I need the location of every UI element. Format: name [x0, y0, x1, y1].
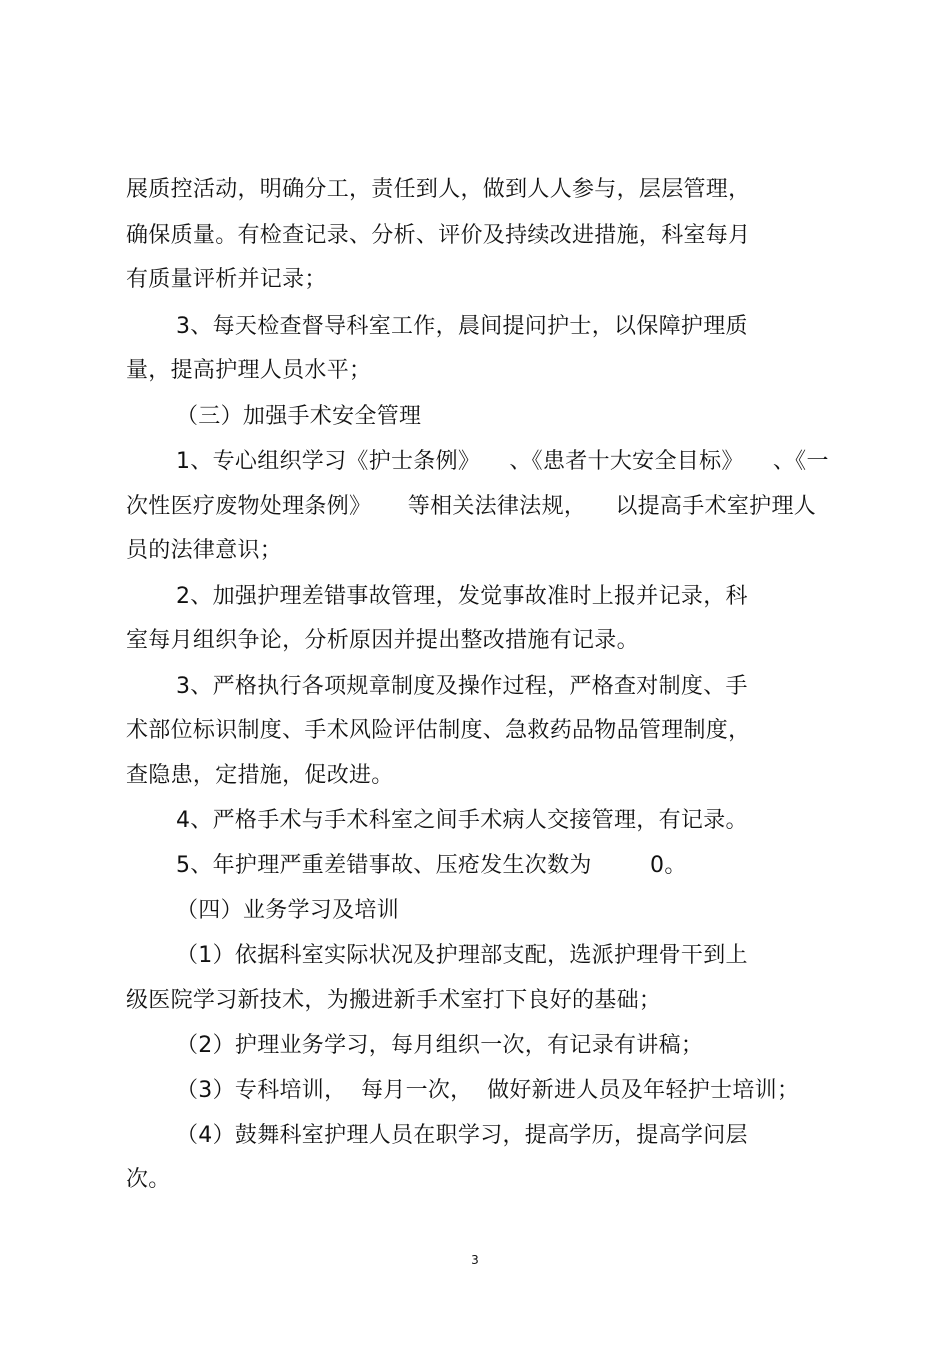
text-line: （4）鼓舞科室护理人员在职学习，提高学历，提高学问层: [176, 1123, 748, 1148]
text-line: 5、年护理严重差错事故、压疮发生次数为 0。: [176, 853, 687, 878]
section-heading: （三）加强手术安全管理: [176, 404, 422, 429]
text-line: 术部位标识制度、手术风险评估制度、急救药品物品管理制度，: [126, 718, 751, 743]
text-line: （3）专科培训， 每月一次， 做好新进人员及年轻护士培训；: [176, 1078, 800, 1103]
text-line: 量，提高护理人员水平；: [126, 358, 372, 383]
section-heading: （四）业务学习及培训: [176, 898, 400, 923]
text-line: 查隐患，定措施，促改进。: [126, 763, 394, 788]
text-line: 2、加强护理差错事故管理，发觉事故准时上报并记录，科: [176, 584, 748, 609]
text-line: 4、严格手术与手术科室之间手术病人交接管理，有记录。: [176, 808, 748, 833]
text-line: 次性医疗废物处理条例》 等相关法律法规， 以提高手术室护理人: [126, 494, 817, 519]
text-line: 展质控活动，明确分工，责任到人，做到人人参与，层层管理，: [126, 177, 751, 202]
text-line: （1）依据科室实际状况及护理部支配，选派护理骨干到上: [176, 943, 748, 968]
text-line: 员的法律意识；: [126, 538, 283, 563]
text-line: 级医院学习新技术，为搬进新手术室打下良好的基础；: [126, 988, 662, 1013]
text-line: 3、严格执行各项规章制度及操作过程，严格查对制度、手: [176, 674, 748, 699]
text-line: （2）护理业务学习，每月组织一次，有记录有讲稿；: [176, 1033, 704, 1058]
text-line: 确保质量。有检查记录、分析、评价及持续改进措施，科室每月: [126, 223, 751, 248]
page-number: 3: [471, 1253, 479, 1267]
text-line: 3、每天检查督导科室工作，晨间提问护士，以保障护理质: [176, 314, 748, 339]
text-line: 有质量评析并记录；: [126, 267, 327, 292]
text-line: 次。: [126, 1167, 171, 1192]
text-line: 室每月组织争论，分析原因并提出整改措施有记录。: [126, 628, 639, 653]
text-line: 1、专心组织学习《护士条例》 、《患者十大安全目标》 、《一: [176, 449, 829, 474]
